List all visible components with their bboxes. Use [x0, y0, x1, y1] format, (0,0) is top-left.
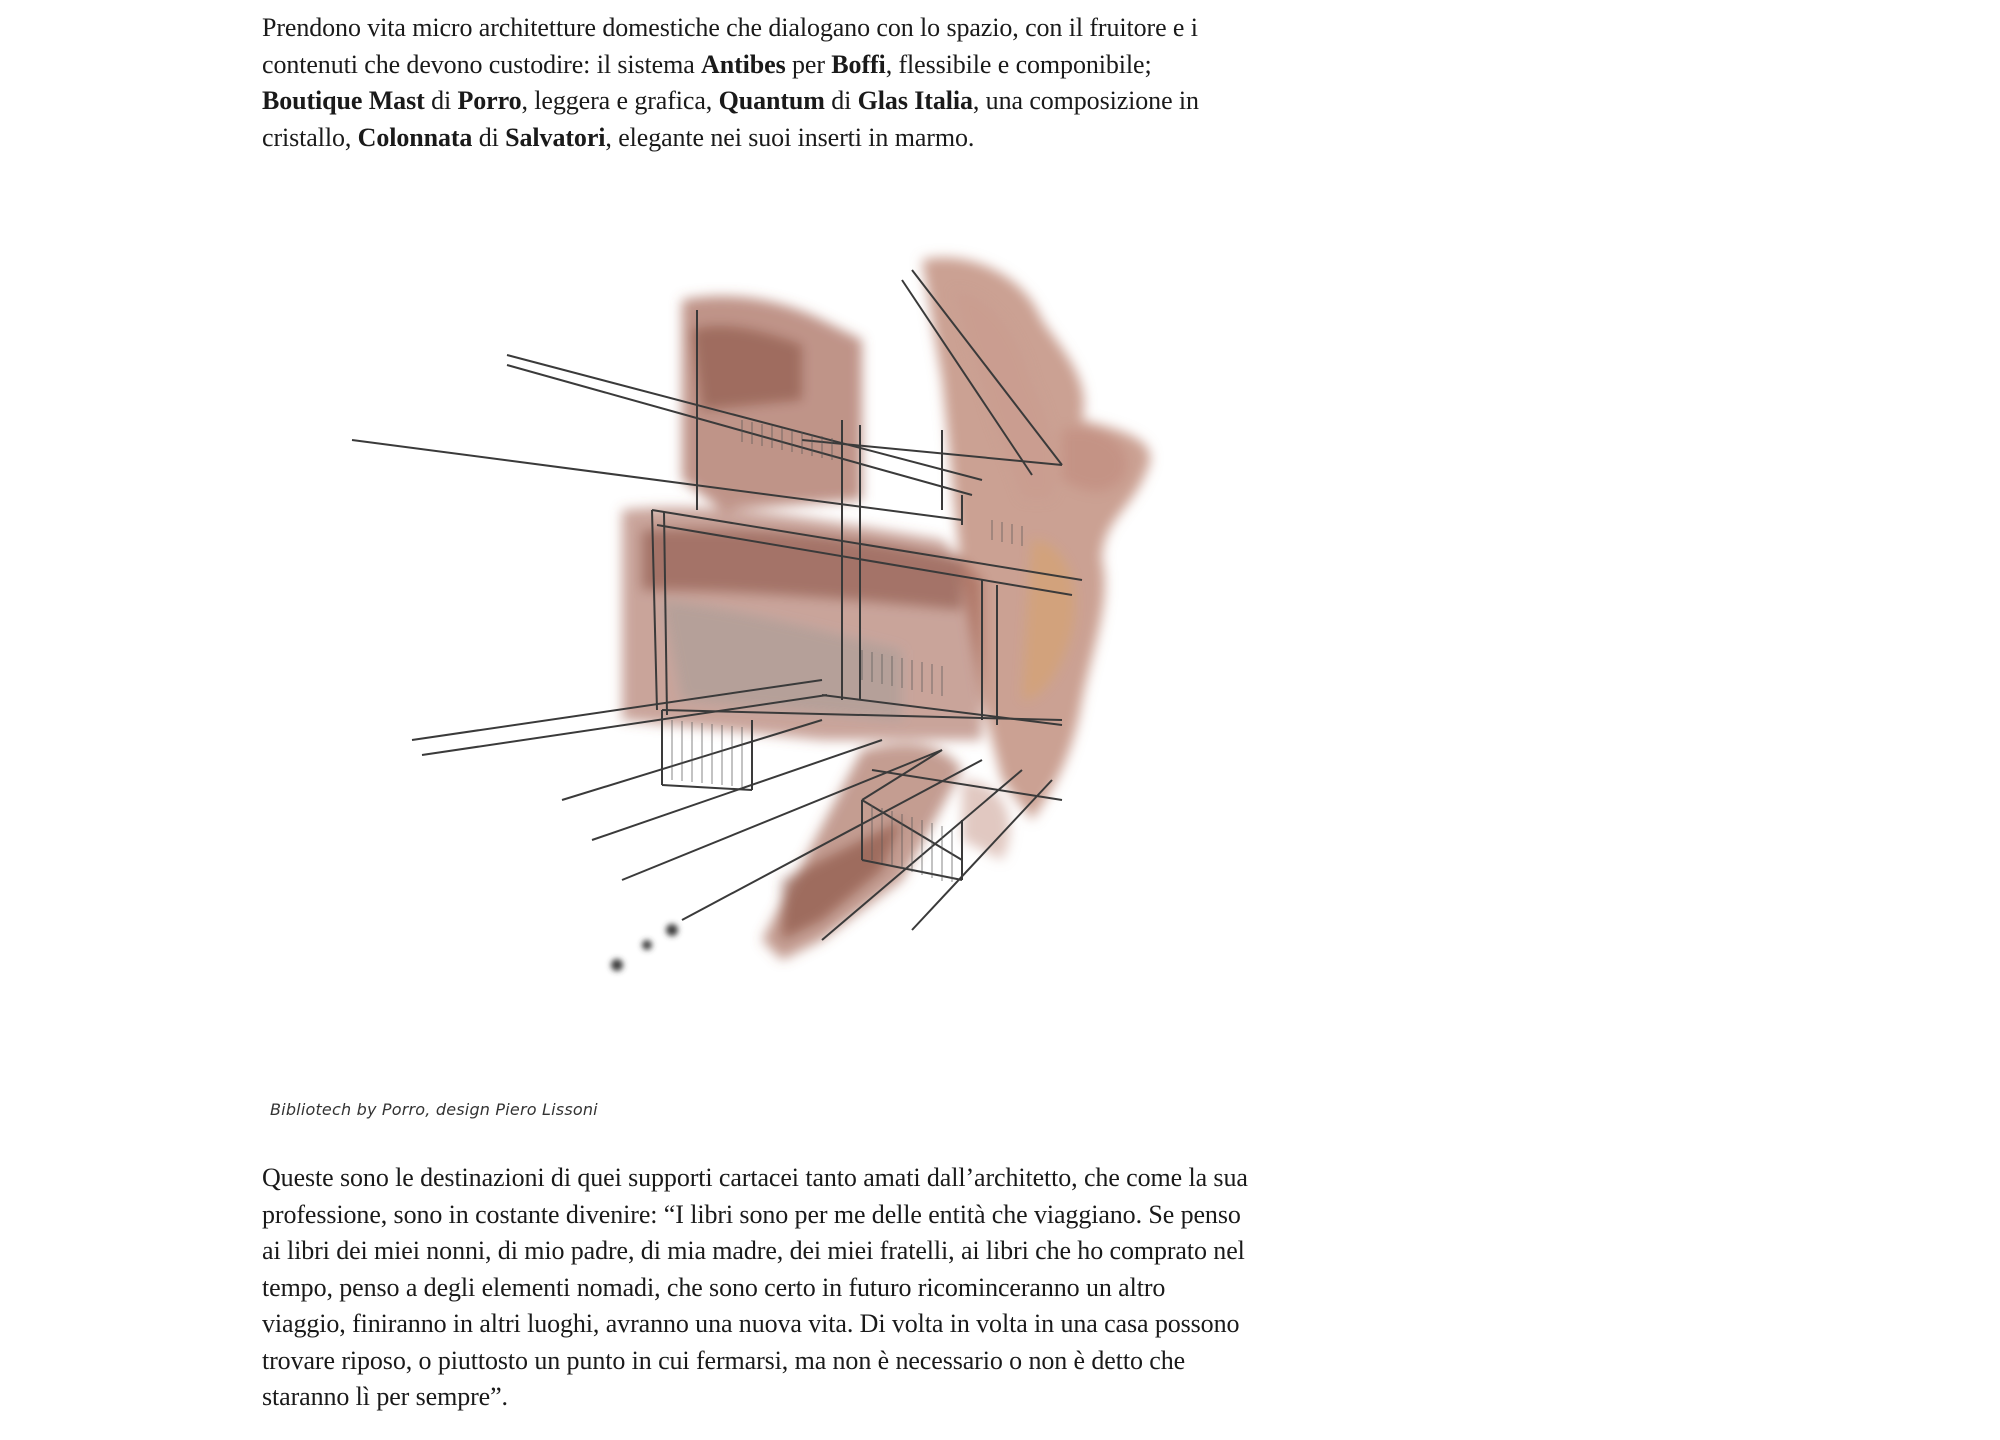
paragraph-text-run: di [824, 86, 858, 115]
paragraph-text-run: Prendono vita micro architetture domestiche che dialogano con lo spazio, con il fruitore e i contenuti che devono custodire: il sistema [262, 13, 1198, 79]
bookshelf-sketch-illustration [262, 180, 1222, 1080]
quote-paragraph: Queste sono le destinazioni di quei supporti cartacei tanto amati dall’architetto, che come la sua professione, sono in costante divenire: “I libri sono per me delle entità che viaggiano. Se penso ai libri dei miei nonni, di mio padre, di mia madre, dei miei fratelli, ai libri che ho comprato nel tempo, penso a degli elementi nomadi, che sono certo in futuro ricominceranno un altro viaggio, finiranno in altri luoghi, avranno una nuova vita. Di volta in volta in una casa possono trovare riposo, o piuttosto un punto in cui fermarsi, ma non è necessario o non è detto che staranno lì per sempre”. [262, 1163, 1248, 1411]
paragraph-text-run: di [472, 122, 506, 152]
figure-caption: Bibliotech by Porro, design Piero Lissoni [270, 1100, 598, 1119]
paragraph-text-run: , una composizione in cristallo, [262, 86, 1199, 152]
brand-name-text: Boutique Mast [262, 86, 425, 115]
watercolor-sketch [262, 180, 1222, 1080]
paragraph-text-run: per [785, 49, 832, 79]
brand-name-text: Salvatori [505, 122, 606, 152]
watercolor-wash [622, 258, 1150, 961]
brand-name-text: Porro [457, 86, 522, 115]
paragraph-text-run: , leggera e grafica, [521, 86, 719, 115]
brand-name-text: Glas Italia [857, 86, 973, 115]
paragraph-text-run: , flessibile e componibile; [885, 49, 1152, 79]
brand-name-text: Quantum [718, 86, 825, 115]
brand-name-text: Boffi [831, 49, 886, 79]
intro-paragraph [262, 10, 1252, 156]
ink-dots [611, 924, 678, 971]
brand-name-text: Colonnata [357, 122, 473, 152]
paragraph-text-run: , elegante nei suoi inserti in marmo. [605, 122, 975, 152]
paragraph-text-run: di [424, 86, 458, 115]
brand-name-text: Antibes [701, 49, 786, 79]
